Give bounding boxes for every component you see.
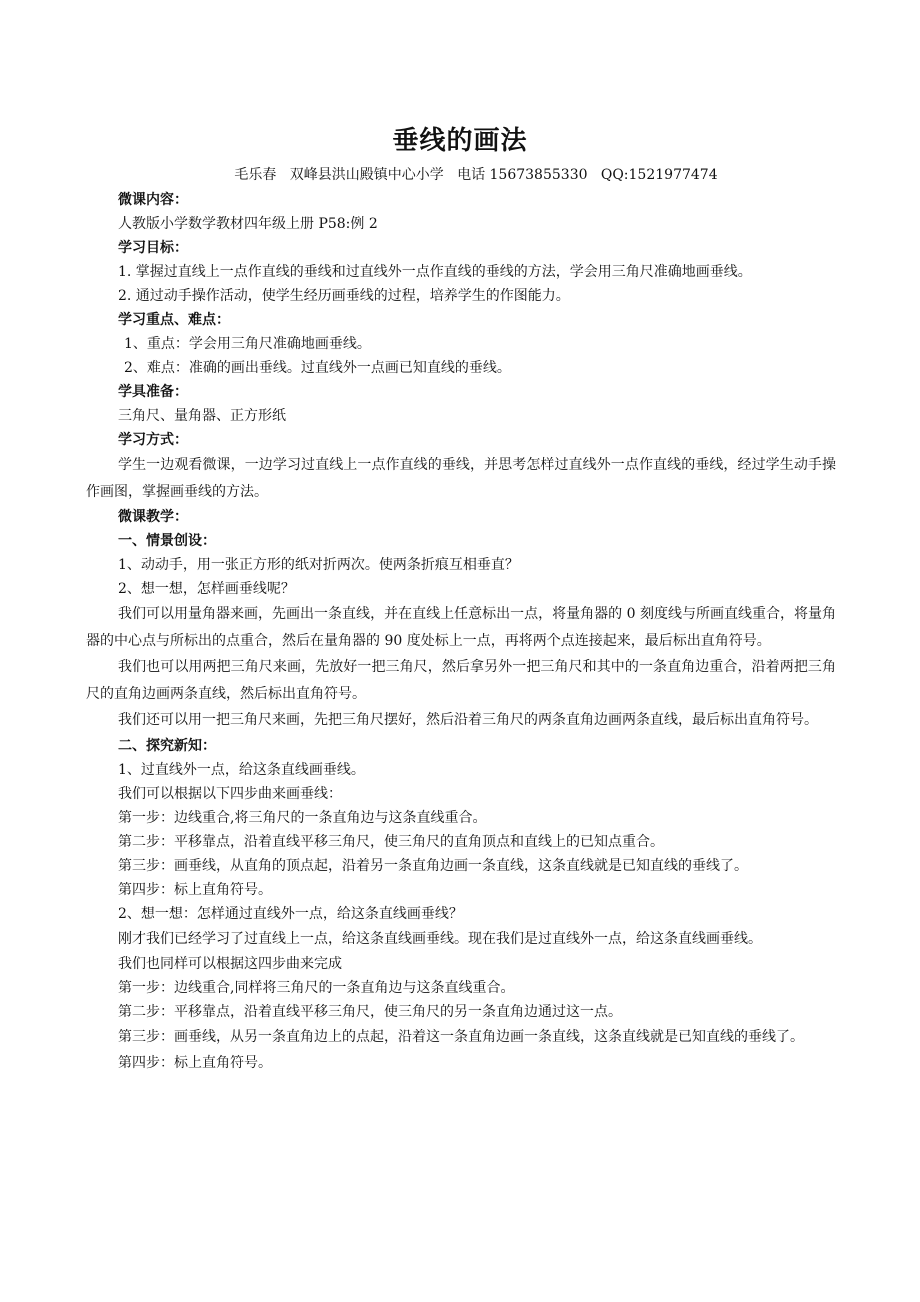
section-2-intro-2: 我们也同样可以根据这四步曲来完成 [118, 956, 342, 972]
section-2-item-1: 1、过直线外一点，给这条直线画垂线。 [118, 761, 365, 778]
step-b-1: 第一步：边线重合,同样将三角尺的一条直角边与这条直线重合。 [118, 980, 515, 996]
heading-goal: 学习目标： [118, 240, 188, 256]
two-triangles-paragraph: 我们也可以用两把三角尺来画，先放好一把三角尺，然后拿另外一把三角尺和其中的一条直角边重合，沿着两把三角尺的直角边画两条直线，然后标出直角符号。 [86, 659, 836, 702]
step-a-1: 第一步：边线重合,将三角尺的一条直角边与这条直线重合。 [118, 809, 487, 826]
step-b-2: 第二步：平移靠点，沿着直线平移三角尺，使三角尺的另一条直角边通过这一点。 [118, 1004, 622, 1020]
one-triangle-paragraph: 我们还可以用一把三角尺来画，先把三角尺摆好，然后沿着三角尺的两条直角边画两条直线，最后标出直角符号。 [118, 712, 818, 728]
heading-method: 学习方式： [118, 432, 188, 448]
step-a-4: 第四步：标上直角符号。 [118, 881, 272, 898]
key-item-2: 2、难点：准确的画出垂线。过直线外一点画已知直线的垂线。 [124, 360, 511, 376]
section-1-item-2: 2、想一想，怎样画垂线呢？ [118, 581, 295, 597]
step-a-2: 第二步：平移靠点，沿着直线平移三角尺，使三角尺的直角顶点和直线上的已知点重合。 [118, 833, 664, 850]
section-2-intro: 我们可以根据以下四步曲来画垂线： [118, 785, 342, 802]
heading-tools: 学具准备： [118, 384, 188, 400]
document-body [86, 188, 836, 1075]
step-b-4: 第四步：标上直角符号。 [118, 1054, 272, 1071]
method-paragraph: 学生一边观看微课，一边学习过直线上一点作直线的垂线，并思考怎样过直线外一点作直线的垂线，经过学生动手操作画图，掌握画垂线的方法。 [86, 457, 836, 500]
author-line: 毛乐春 双峰县洪山殿镇中心小学 电话 15673855330 QQ:1521977474 [234, 167, 718, 183]
tools-text: 三角尺、量角器、正方形纸 [118, 408, 286, 424]
content-text: 人教版小学数学教材四年级上册 P58:例 2 [118, 216, 378, 232]
step-a-3: 第三步：画垂线，从直角的顶点起，沿着另一条直角边画一条直线，这条直线就是已知直线的垂线了。 [118, 857, 748, 874]
section-2-heading: 二、探究新知： [118, 737, 216, 754]
section-1-item-1: 1、动动手，用一张正方形的纸对折两次。使两条折痕互相垂直？ [118, 557, 519, 573]
heading-key: 学习重点、难点： [118, 312, 230, 328]
step-b-3: 第三步：画垂线，从另一条直角边上的点起，沿着这一条直角边画一条直线，这条直线就是已知直线的垂线了。 [118, 1029, 804, 1045]
goal-item-1: 1. 掌握过直线上一点作直线的垂线和过直线外一点作直线的垂线的方法，学会用三角尺准确地画垂线。 [118, 264, 752, 280]
heading-content: 微课内容： [118, 192, 188, 208]
section-1-heading: 一、情景创设： [118, 533, 216, 549]
document-title: 垂线的画法 [392, 126, 528, 156]
section-2-item-2: 2、想一想：怎样通过直线外一点，给这条直线画垂线？ [118, 905, 463, 922]
heading-teach: 微课教学： [118, 509, 188, 525]
goal-item-2: 2. 通过动手操作活动，使学生经历画垂线的过程，培养学生的作图能力。 [118, 288, 570, 304]
protractor-paragraph: 我们可以用量角器来画，先画出一条直线，并在直线上任意标出一点，将量角器的 0 刻度线与所画直线重合，将量角器的中心点与所标出的点重合，然后在量角器的 90 度处标上一点，再将两个点连接起来，最后标出直角符号。 [86, 606, 836, 649]
recap-paragraph: 刚才我们已经学习了过直线上一点，给这条直线画垂线。现在我们是过直线外一点，给这条直线画垂线。 [118, 930, 762, 947]
key-item-1: 1、重点：学会用三角尺准确地画垂线。 [124, 336, 371, 352]
